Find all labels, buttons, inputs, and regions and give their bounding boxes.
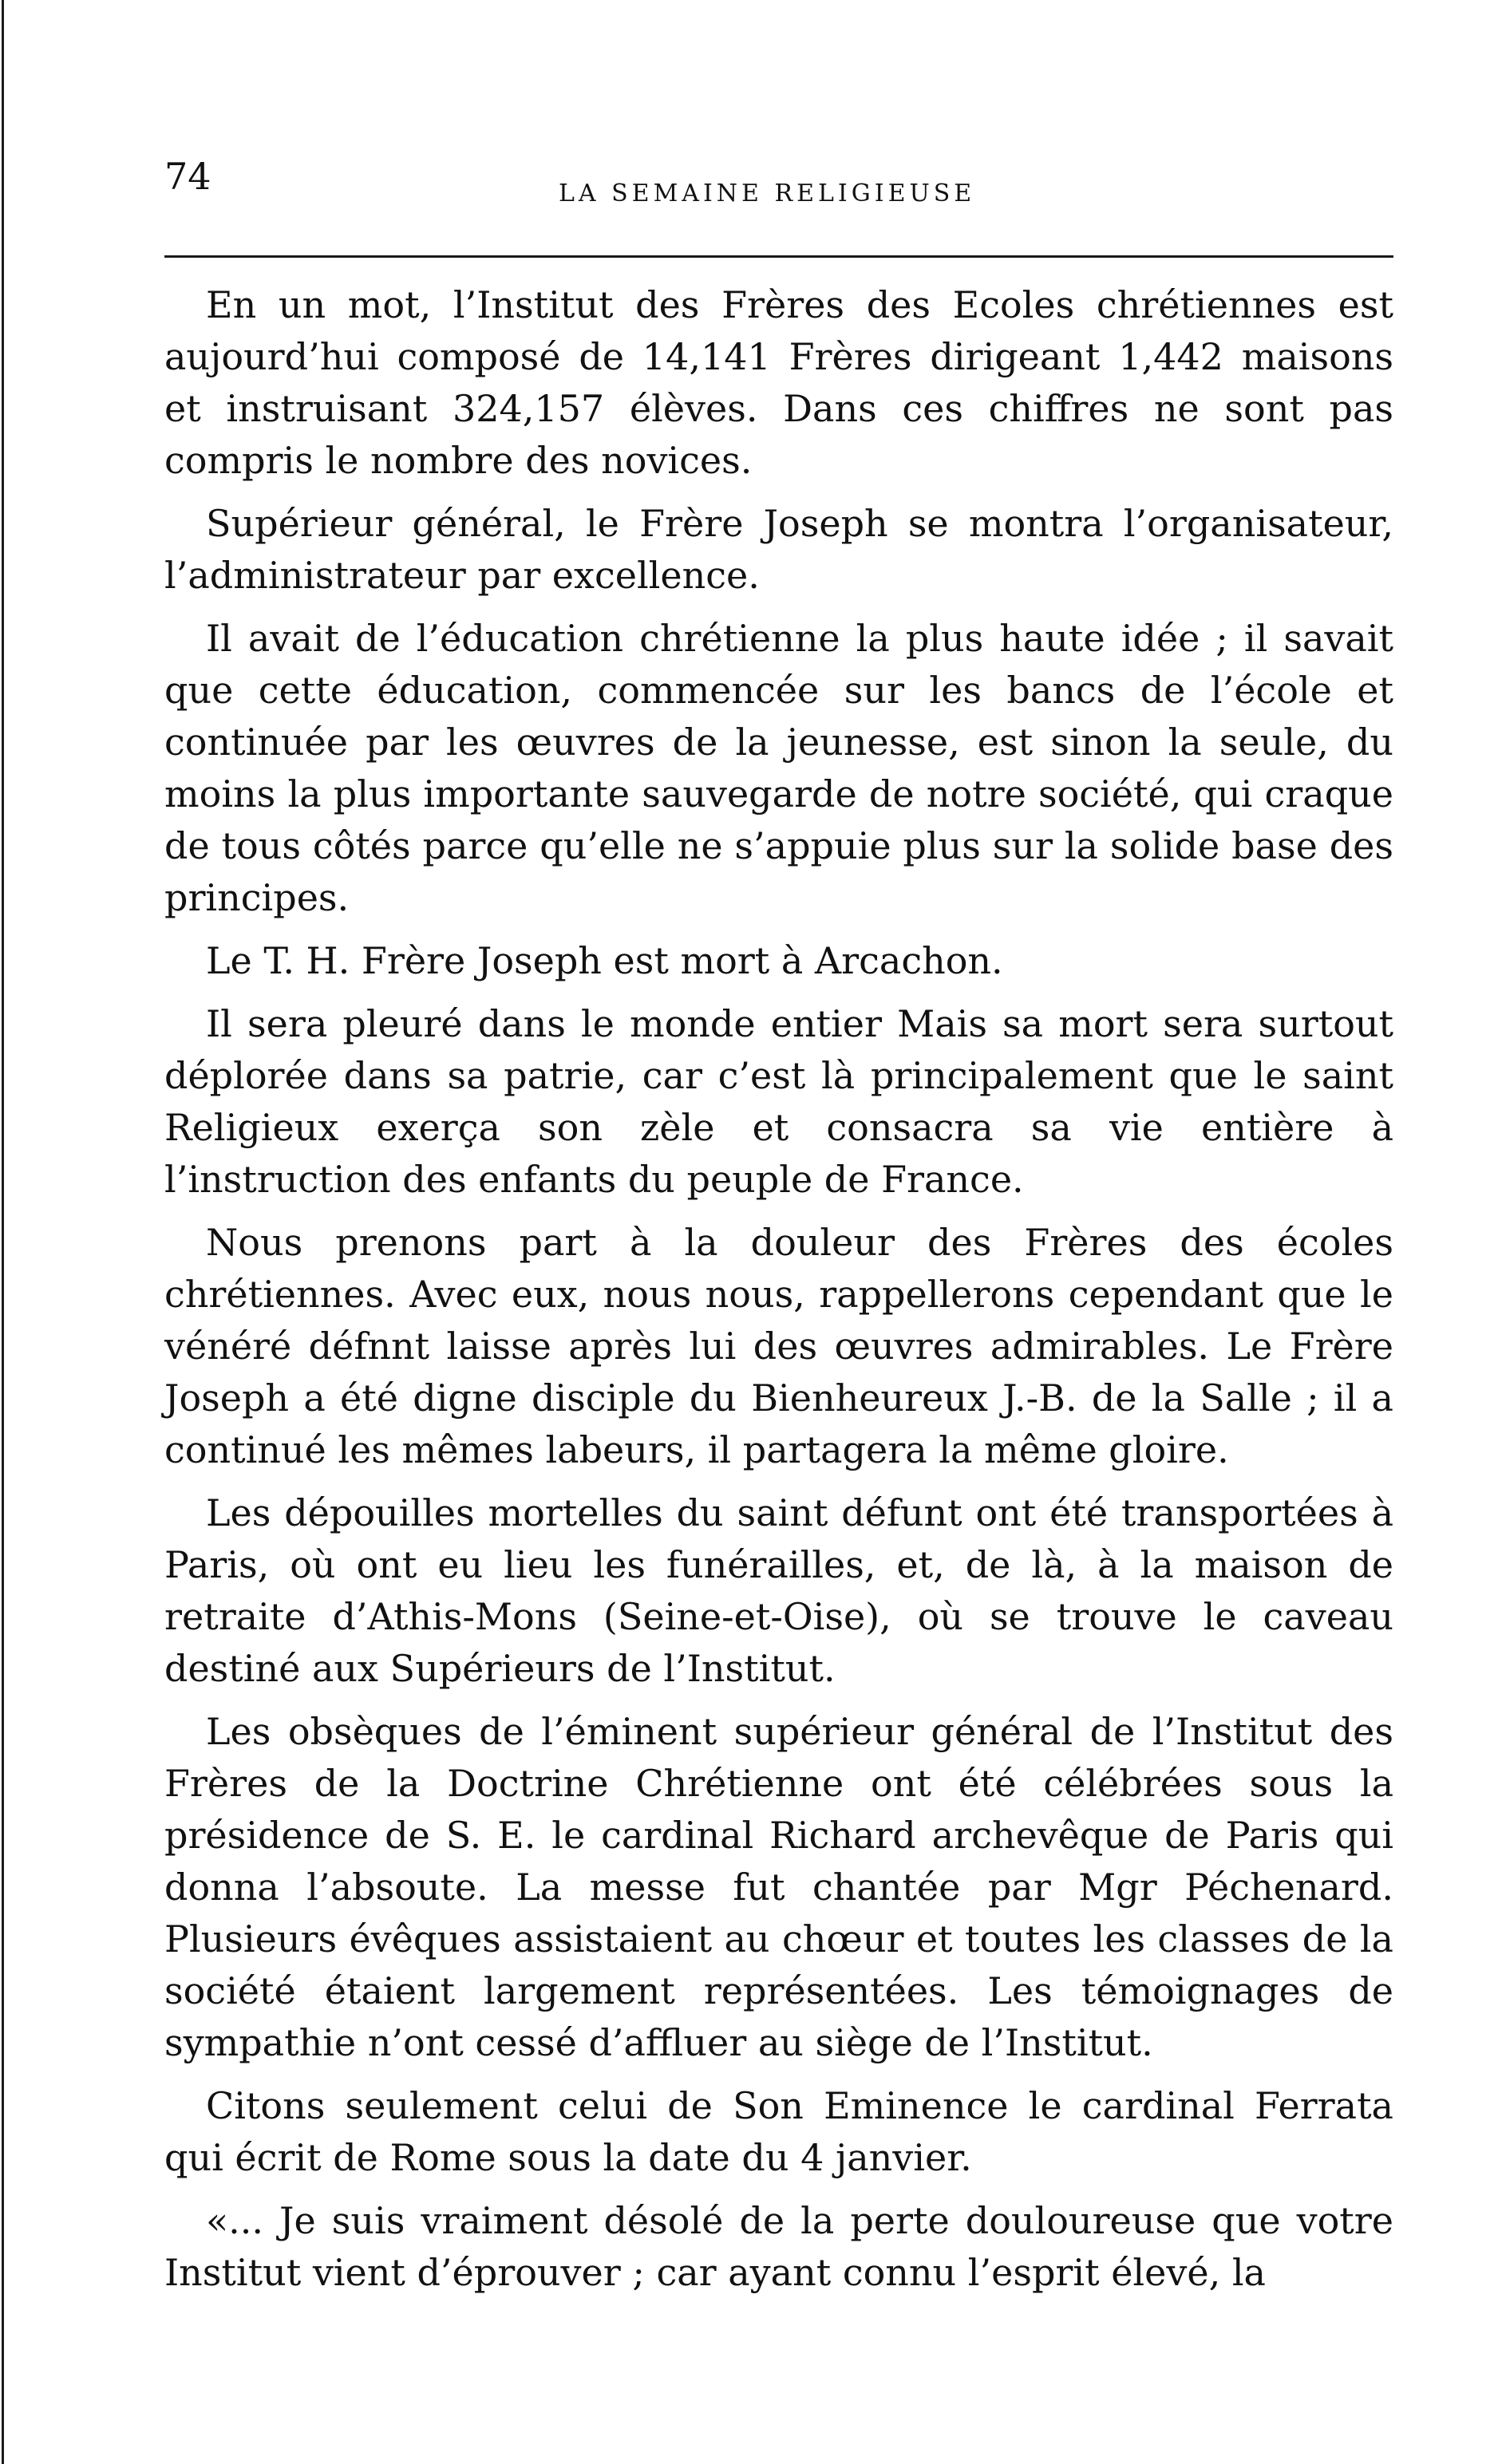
paragraph: Nous prenons part à la douleur des Frères des écoles chrétiennes. Avec eux, nous nous, rappellerons cependant que le vénéré défnnt laisse après lui des œuvres admirables. Le Frère Joseph a été digne disciple du Bienheureux J.-B. de la Salle ; il a continué les mêmes labeurs, il partagera la même gloire. <box>164 1221 1393 1471</box>
paragraph: «... Je suis vraiment désolé de la perte douloureuse que votre Institut vient d’éprouver ; car ayant connu l’esprit élevé, la <box>164 2199 1393 2294</box>
page-number: 74 <box>164 155 211 198</box>
paragraph: Les dépouilles mortelles du saint défunt ont été transportées à Paris, où ont eu lieu les funérailles, et, de là, à la maison de retraite d’Athis-Mons (Seine-et-Oise), où se trouve le caveau destiné aux Supérieurs de l’Institut. <box>164 1491 1393 1690</box>
paragraph: En un mot, l’Institut des Frères des Ecoles chrétiennes est aujourd’hui composé de 14,141 Frères dirigeant 1,442 maisons et instruisant 324,157 élèves. Dans ces chiffres ne sont pas compris le nombre des novices. <box>164 283 1393 482</box>
paragraph: Le T. H. Frère Joseph est mort à Arcachon. <box>206 939 1003 982</box>
paragraph: Citons seulement celui de Son Eminence le cardinal Ferrata qui écrit de Rome sous la date du 4 janvier. <box>164 2084 1393 2179</box>
running-header: LA SEMAINE RELIGIEUSE <box>559 180 976 207</box>
page-edge-rule <box>2 0 4 2464</box>
paragraph: Il sera pleuré dans le monde entier Mais sa mort sera surtout déplorée dans sa patrie, car c’est là principalement que le saint Religieux exerça son zèle et consacra sa vie entière à l’instruction des enfants du peuple de France. <box>164 1002 1393 1201</box>
paragraph: Supérieur général, le Frère Joseph se montra l’organisateur, l’administrateur par excellence. <box>164 502 1393 597</box>
header-divider <box>164 255 1393 258</box>
paragraph: Les obsèques de l’éminent supérieur général de l’Institut des Frères de la Doctrine Chrétienne ont été célébrées sous la présidence de S. E. le cardinal Richard archevêque de Paris qui donna l’absoute. La messe fut chantée par Mgr Péchenard. Plusieurs évêques assistaient au chœur et toutes les classes de la société étaient largement représentées. Les témoignages de sympathie n’ont cessé d’affluer au siège de l’Institut. <box>164 1710 1393 2064</box>
body-text <box>164 279 1393 2310</box>
paragraph: Il avait de l’éducation chrétienne la plus haute idée ; il savait que cette éducation, commencée sur les bancs de l’école et continuée par les œuvres de la jeunesse, est sinon la seule, du moins la plus importante sauvegarde de notre société, qui craque de tous côtés parce qu’elle ne s’appuie plus sur la solide base des principes. <box>164 617 1393 919</box>
